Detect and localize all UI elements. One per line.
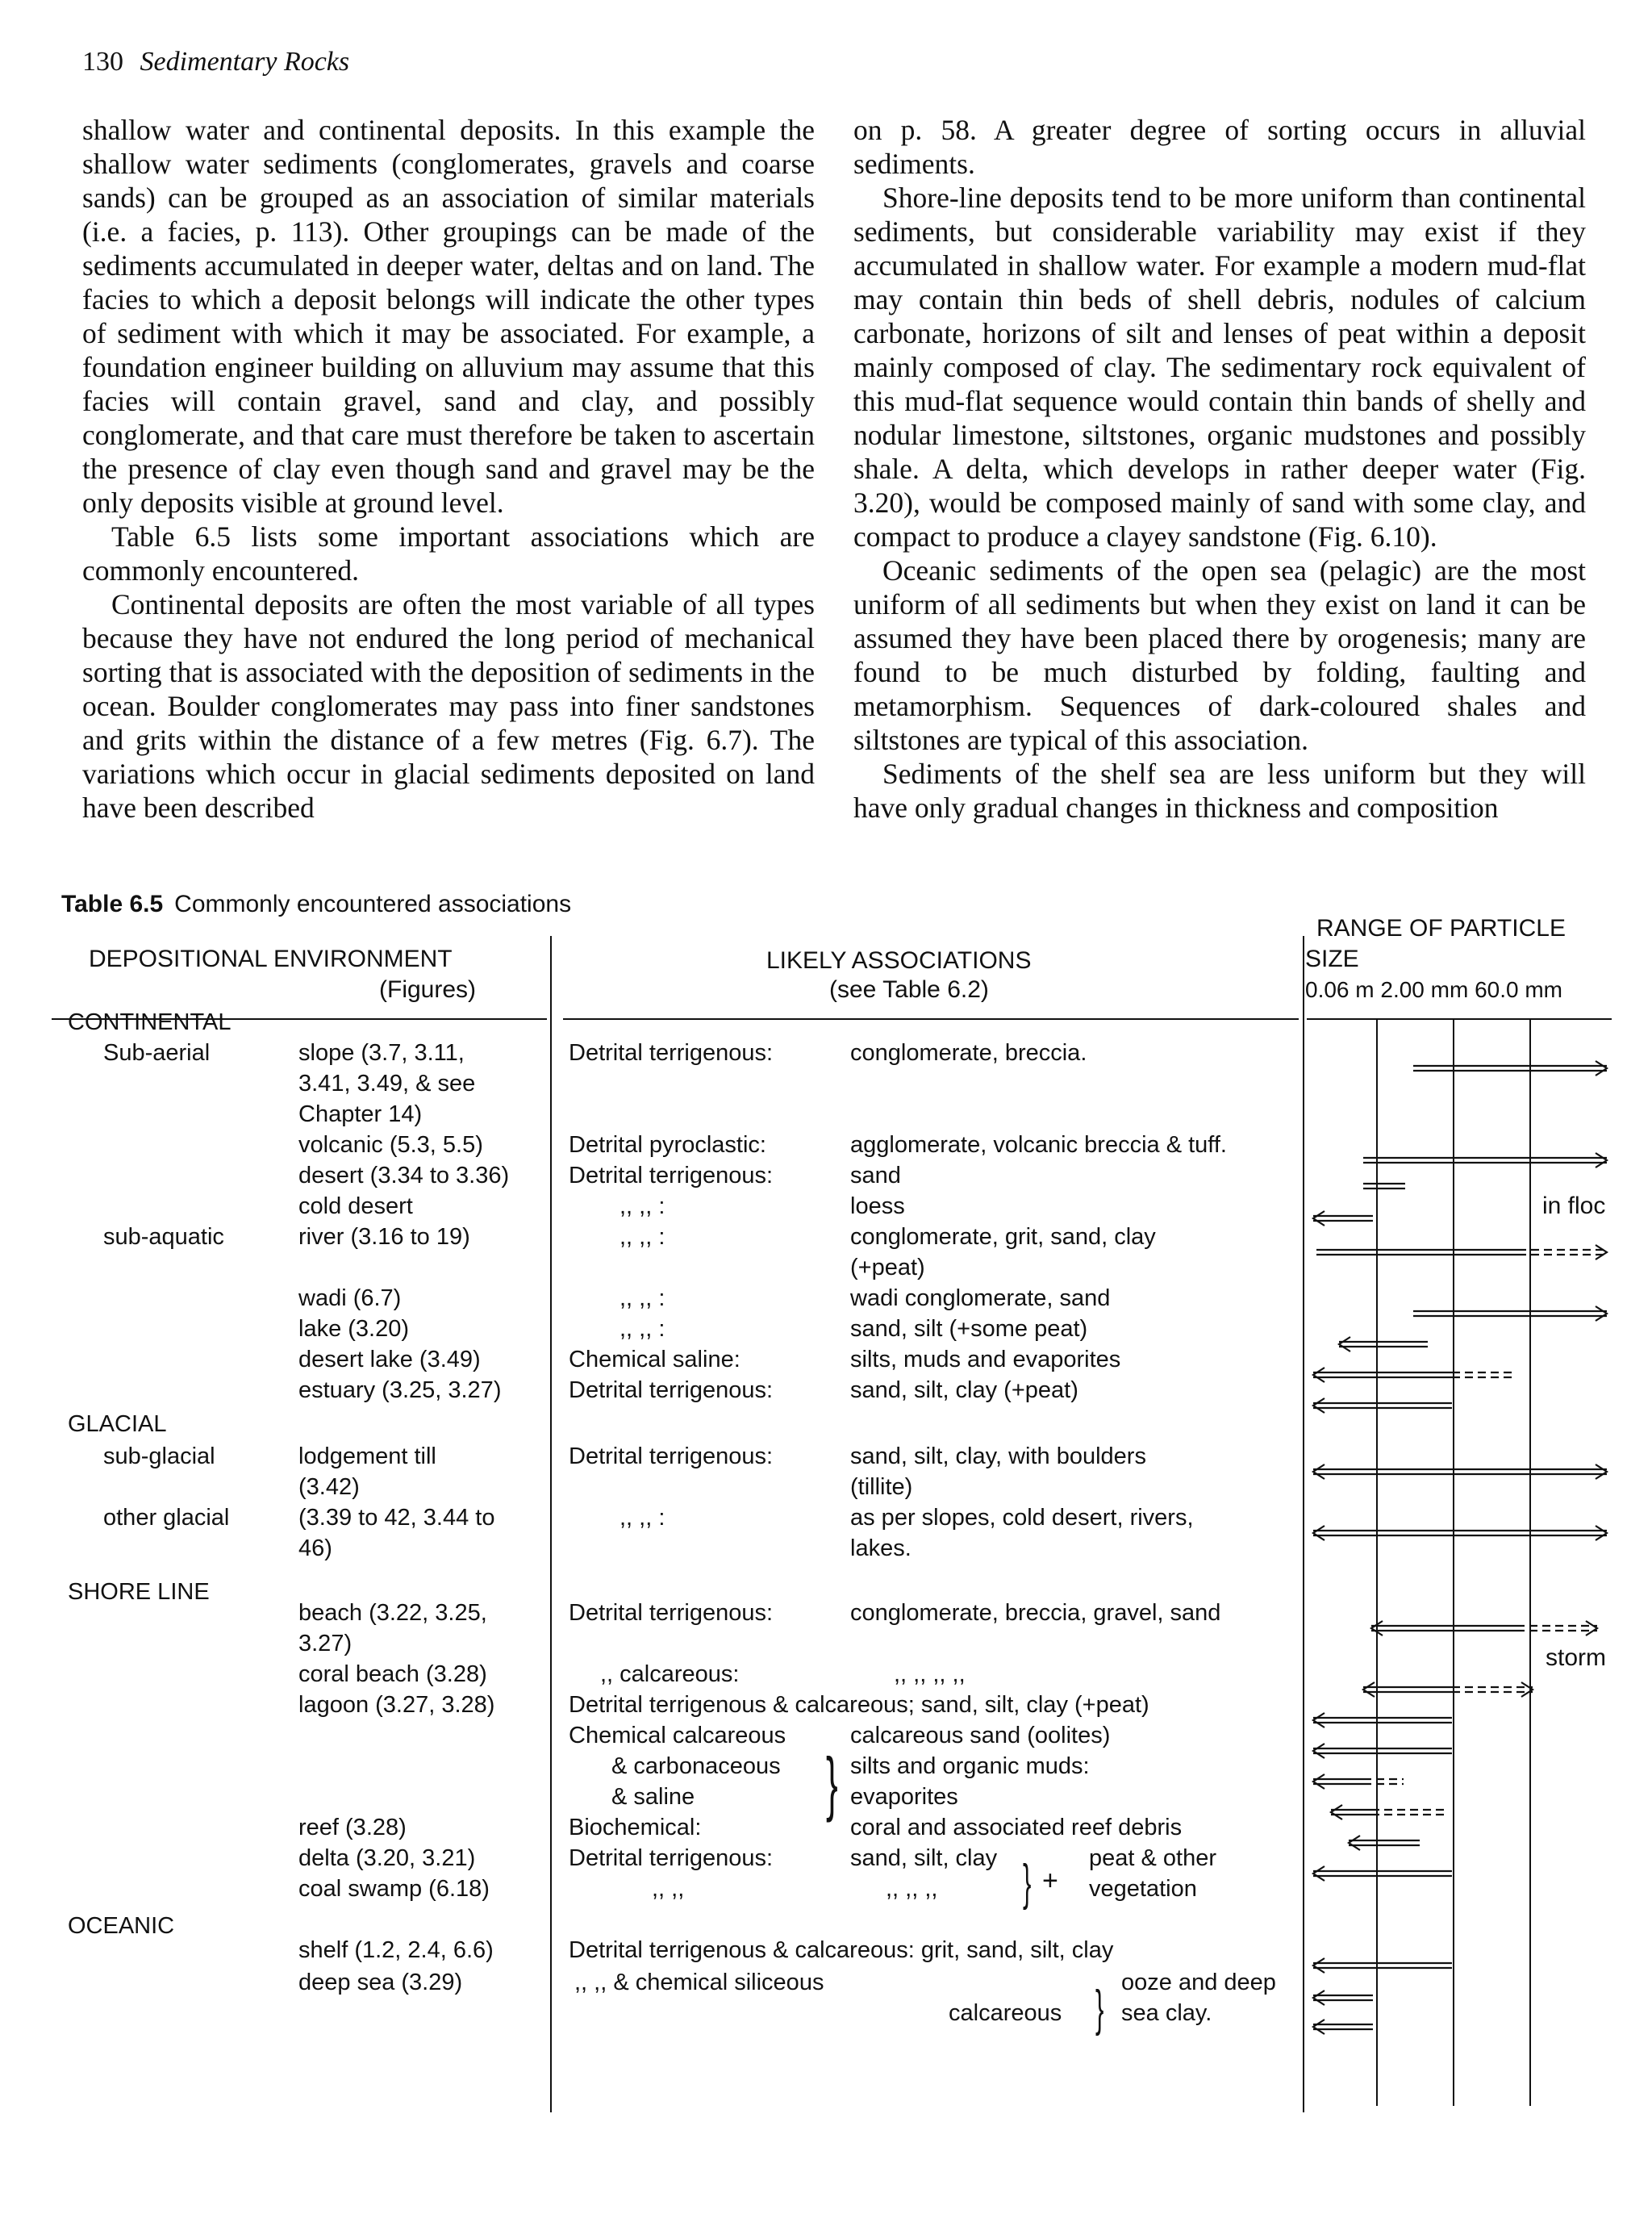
- range-arrowhead: [1596, 1306, 1607, 1321]
- table-cell-c3: Detrital terrigenous:: [569, 1443, 774, 1469]
- right-paragraph: Sediments of the shelf sea are less uniform but they will have only gradual changes in thickness and composition: [853, 758, 1586, 824]
- table-cell-c4: silts and organic muds:: [850, 1753, 1090, 1779]
- table-cell-c2: lagoon (3.27, 3.28): [298, 1692, 495, 1718]
- table-cell-c3: ,, ,, :: [620, 1224, 665, 1250]
- left-paragraph: Table 6.5 lists some important associations which are commonly encountered.: [82, 520, 815, 587]
- header-associations: LIKELY ASSOCIATIONS: [766, 947, 1032, 974]
- table-cell-c3: ,, ,, :: [620, 1285, 665, 1311]
- table-cell-c2: estuary (3.25, 3.27): [298, 1377, 502, 1403]
- table-cell-c1: GLACIAL: [68, 1411, 167, 1437]
- table-cell-c4: ,, ,, ,,: [886, 1876, 938, 1902]
- header-range-scale: 0.06 m 2.00 mm 60.0 mm: [1305, 977, 1563, 1002]
- table-cell-c4: agglomerate, volcanic breccia & tuff.: [850, 1132, 1227, 1158]
- table-cell-c2: river (3.16 to 19): [298, 1224, 470, 1250]
- table-cell-c4: (tillite): [850, 1474, 913, 1500]
- range-arrowhead: [1349, 1836, 1360, 1850]
- table-cell-c1: sub-glacial: [103, 1443, 215, 1469]
- plus-sign: +: [1042, 1865, 1058, 1896]
- table-cell-c3: Detrital terrigenous:: [569, 1845, 774, 1871]
- table-cell-c2: lake (3.20): [298, 1316, 410, 1342]
- range-arrowhead: [1339, 1337, 1350, 1351]
- running-title: Sedimentary Rocks: [140, 47, 350, 77]
- table-cell-c3: Detrital terrigenous:: [569, 1600, 774, 1626]
- table-cell-c3: Detrital terrigenous:: [569, 1040, 774, 1066]
- table-cell-c4: silts, muds and evaporites: [850, 1347, 1121, 1372]
- range-arrowhead: [1313, 2020, 1325, 2034]
- table-cell-c2: 46): [298, 1535, 332, 1561]
- table-cell-c3: Detrital terrigenous & calcareous: grit, sand, silt, clay: [569, 1937, 1114, 1963]
- table-cell-c3: Detrital terrigenous:: [569, 1163, 774, 1189]
- table-cell-c3: & carbonaceous: [611, 1753, 781, 1779]
- range-arrowhead: [1313, 1744, 1325, 1758]
- range-arrowhead: [1313, 1866, 1325, 1881]
- table-cell-c2: desert lake (3.49): [298, 1347, 481, 1372]
- table-cell-c2: slope (3.7, 3.11,: [298, 1040, 465, 1066]
- right-paragraph: Oceanic sediments of the open sea (pelagic) are the most uniform of all sediments but when they exist on land it can be assumed they have been placed there by orogenesis; many are found to be much disturbed by folding, faulting and metamorphism. Sequences of dark-coloured shales and siltstones are typical of this association.: [853, 554, 1586, 756]
- table-cell-c2: coral beach (3.28): [298, 1661, 487, 1687]
- header-range-1: RANGE OF PARTICLE: [1316, 915, 1566, 942]
- table-cell-c1: CONTINENTAL: [68, 1009, 232, 1035]
- table-cell-c3: Detrital terrigenous:: [569, 1377, 774, 1403]
- header-range-2: SIZE: [1305, 946, 1359, 972]
- table-cell-c3: Biochemical:: [569, 1815, 702, 1840]
- table-cell-c2: Chapter 14): [298, 1101, 423, 1127]
- table-cell-c4: sea clay.: [1121, 2000, 1212, 2026]
- table-cell-c4: conglomerate, breccia.: [850, 1040, 1087, 1066]
- left-paragraph: Continental deposits are often the most variable of all types because they have not endured the long period of mechanical sorting that is associated with the deposition of sediments in the ocean. Boulder conglomerates may pass into finer sandstones and grits within the distance of a few metres (Fig. 6.7). The variations which occur in glacial sediments deposited on land have been described: [82, 588, 815, 824]
- table-cell-c2: deep sea (3.29): [298, 1970, 463, 1995]
- table-cell-c3: Chemical calcareous: [569, 1723, 786, 1748]
- range-arrowhead: [1596, 1464, 1607, 1479]
- table-cell-c4: lakes.: [850, 1535, 912, 1561]
- range-arrowhead: [1313, 1713, 1325, 1727]
- table-cell-c2: wadi (6.7): [298, 1285, 402, 1311]
- table-caption-text: Commonly encountered associations: [174, 891, 572, 917]
- table-cell-c4: sand: [850, 1163, 901, 1189]
- table-cell-c4: (+peat): [850, 1255, 925, 1280]
- table-cell-c3: calcareous: [949, 2000, 1062, 2026]
- range-arrowhead: [1596, 1526, 1607, 1540]
- table-cell-c2: (3.42): [298, 1474, 360, 1500]
- range-arrowhead: [1313, 1958, 1325, 1973]
- range-arrowhead: [1596, 1061, 1607, 1076]
- table-label: Table 6.5: [61, 891, 164, 917]
- table-cell-c4: sand, silt (+some peat): [850, 1316, 1088, 1342]
- note-storm: storm: [1546, 1644, 1606, 1671]
- table-cell-c4: coral and associated reef debris: [850, 1815, 1183, 1840]
- range-arrowhead: [1313, 1526, 1325, 1540]
- table-cell-c2: volcanic (5.3, 5.5): [298, 1132, 483, 1158]
- table-cell-c4: wadi conglomerate, sand: [850, 1285, 1111, 1311]
- range-arrowhead: [1331, 1805, 1342, 1819]
- table-cell-c2: (3.39 to 42, 3.44 to: [298, 1505, 495, 1531]
- table-cell-c5: peat & other: [1089, 1845, 1216, 1871]
- table-cell-c1: sub-aquatic: [103, 1224, 224, 1250]
- table-cell-c4: evaporites: [850, 1784, 958, 1810]
- table-cell-c4: sand, silt, clay: [850, 1845, 998, 1871]
- range-arrowhead: [1313, 1991, 1325, 2005]
- table-cell-c2: desert (3.34 to 3.36): [298, 1163, 510, 1189]
- table-cell-c4: as per slopes, cold desert, rivers,: [850, 1505, 1194, 1531]
- right-paragraph: on p. 58. A greater degree of sorting occurs in alluvial sediments.: [853, 114, 1586, 180]
- table-cell-c2: delta (3.20, 3.21): [298, 1845, 476, 1871]
- table-cell-c4: ,, ,, ,, ,,: [894, 1661, 966, 1687]
- table-cell-c3: ,, ,, :: [620, 1505, 665, 1531]
- table-cell-c1: Sub-aerial: [103, 1040, 211, 1066]
- table-cell-c3: ,, ,, & chemical siliceous: [574, 1970, 824, 1995]
- table-cell-c5: vegetation: [1089, 1876, 1197, 1902]
- header-figures: (Figures): [379, 976, 477, 1003]
- page-number: 130: [82, 47, 123, 77]
- range-arrowhead: [1596, 1153, 1607, 1168]
- table-cell-c3: ,, ,, :: [620, 1193, 665, 1219]
- table-cell-c2: lodgement till: [298, 1443, 436, 1469]
- table-cell-c4: sand, silt, clay, with boulders: [850, 1443, 1146, 1469]
- note-in-floc: in floc: [1542, 1193, 1606, 1219]
- range-arrowhead: [1313, 1211, 1325, 1226]
- header-environment: DEPOSITIONAL ENVIRONMENT: [89, 946, 453, 972]
- table-cell-c4: loess: [850, 1193, 905, 1219]
- table-cell-c2: shelf (1.2, 2.4, 6.6): [298, 1937, 494, 1963]
- right-paragraph: Shore-line deposits tend to be more uniform than continental sediments, but considerable variability may exist if they accumulated in shallow water. For example a modern mud-flat may contain thin beds of shell debris, nodules of calcium carbonate, horizons of silt and lenses of peat within a deposit mainly composed of clay. The sedimentary rock equivalent of this mud-flat sequence would contain thin bands of shelly and nodular limestone, siltstones, organic mudstones and possibly shale. A delta, which develops in rather deeper water (Fig. 3.20), would be composed mainly of sand with some clay, and compact to produce a clayey sandstone (Fig. 6.10).: [853, 182, 1586, 553]
- range-arrowhead: [1313, 1774, 1325, 1789]
- table-cell-c2: 3.41, 3.49, & see: [298, 1071, 476, 1097]
- header-associations-sub: (see Table 6.2): [829, 976, 989, 1003]
- table-cell-c3: ,, ,, :: [620, 1316, 665, 1342]
- table-cell-c3: Detrital terrigenous & calcareous; sand, silt, clay (+peat): [569, 1692, 1149, 1718]
- table-cell-c3: ,, ,,: [652, 1876, 685, 1902]
- table-cell-c2: reef (3.28): [298, 1815, 407, 1840]
- table-cell-c3: ,, calcareous:: [600, 1661, 740, 1687]
- table-cell-c1: OCEANIC: [68, 1913, 175, 1939]
- table-cell-c3: Detrital pyroclastic:: [569, 1132, 766, 1158]
- brace-delta: }: [1023, 1855, 1032, 1911]
- table-cell-c3: & saline: [611, 1784, 695, 1810]
- brace-deep-sea: }: [1095, 1981, 1104, 2037]
- brace-chemical: }: [826, 1743, 838, 1823]
- table-cell-c1: SHORE LINE: [68, 1579, 210, 1605]
- table-cell-c4: ooze and deep: [1121, 1970, 1276, 1995]
- table-cell-c1: other glacial: [103, 1505, 230, 1531]
- table-cell-c4: conglomerate, breccia, gravel, sand: [850, 1600, 1221, 1626]
- range-arrowhead: [1313, 1398, 1325, 1413]
- table-cell-c4: conglomerate, grit, sand, clay: [850, 1224, 1156, 1250]
- table-cell-c2: coal swamp (6.18): [298, 1876, 490, 1902]
- range-arrowhead: [1596, 1245, 1607, 1260]
- table-cell-c2: beach (3.22, 3.25,: [298, 1600, 487, 1626]
- table-cell-c4: sand, silt, clay (+peat): [850, 1377, 1078, 1403]
- range-arrowhead: [1586, 1621, 1597, 1636]
- range-arrowhead: [1313, 1464, 1325, 1479]
- table-cell-c2: 3.27): [298, 1631, 353, 1656]
- table-cell-c4: calcareous sand (oolites): [850, 1723, 1111, 1748]
- range-arrowhead: [1363, 1682, 1375, 1697]
- left-paragraph: shallow water and continental deposits. In this example the shallow water sediments (conglomerates, gravels and coarse sands) can be grouped as an association of similar materials (i.e. a facies, p. 113). Other groupings can be made of the sediments accumulated in deeper water, deltas and on land. The facies to which a deposit belongs will indicate the other types of sediment with which it may be associated. For example, a foundation engineer building on alluvium may assume that this facies will contain gravel, sand and clay, and possibly conglomerate, and that care must therefore be taken to ascertain the presence of clay even though sand and gravel may be the only deposits visible at ground level.: [82, 114, 815, 519]
- table-cell-c3: Chemical saline:: [569, 1347, 740, 1372]
- range-arrowhead: [1313, 1368, 1325, 1382]
- table-cell-c2: cold desert: [298, 1193, 413, 1219]
